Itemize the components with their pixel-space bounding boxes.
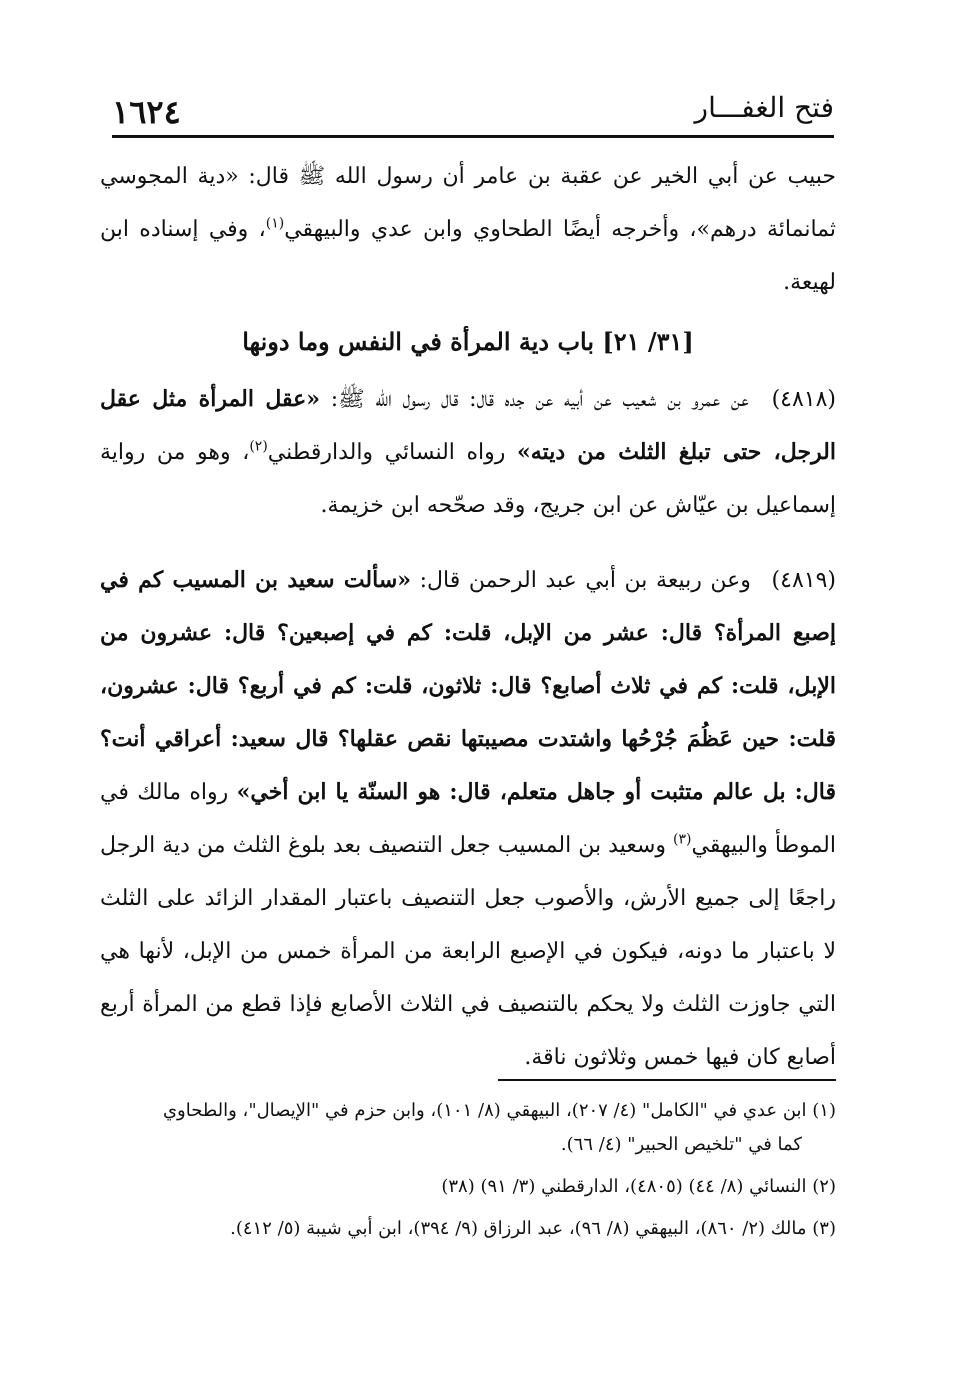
main-text [100,150,836,1084]
footnote-3: (٣) مالك (٢/ ٨٦٠)، البيهقي (٨/ ٩٦)، عبد الرزاق (٩/ ٣٩٤)، ابن أبي شيبة (٥/ ٤١٢). [230,1218,836,1239]
footnote-ref-1[interactable]: (١) [265,215,285,232]
footnote-2: (٢) النسائي (٨/ ٤٤) (٤٨٠٥)، الدارقطني (٣/ ٩١) (٣٨) [441,1176,836,1197]
paragraph-continuation [100,150,836,309]
hadith-commentary: وسعيد بن المسيب جعل التنصيف بعد بلوغ الثلث من دية الرجل راجعًا إلى جميع الأرش، والأصوب جعل التنصيف باعتبار المقدار الزائد على الثلث لا باعتبار ما دونه، فيكون في الإصبع الرابعة من المرأة خمس من الإبل، لأنها هي التي جاوزت الثلث ولا يحكم بالتنصيف في الثلاث الأصابع فإذا قطع من المرأة أربع أصابع كان فيها خمس وثلاثون ناقة. [100,833,836,1070]
book-title: فتح الغفـــار [694,91,834,124]
footnote-1-line-1: (١) ابن عدي في "الكامل" (٤/ ٢٠٧)، البيهقي (٨/ ١٠١)، وابن حزم في "الإيصال"، والطحاوي [162,1100,836,1121]
hadith-4818 [100,373,836,532]
section-heading: [٣١/ ٢١] باب دية المرأة في النفس وما دونها [242,327,694,356]
footnote-ref-2[interactable]: (٢) [249,438,268,455]
footnote-1-line-2: كما في "تلخيص الحبير" (٤/ ٦٦). [560,1134,802,1155]
paragraph-spacer [100,532,836,554]
footnote-separator [498,1079,836,1081]
hadith-source: رواه مالك في الموطأ والبيهقي [100,780,836,858]
paragraph-text: حبيب عن أبي الخير عن عقبة بن عامر أن رسول الله ﷺ قال: «دية المجوسي ثمانمائة درهم»، وأخرجه أيضًا الطحاوي وابن عدي والبيهقي [100,164,836,242]
footnote-ref-3[interactable]: (٣) [673,831,692,848]
paragraph-text-end: ، وفي إسناده ابن لهيعة. [100,217,836,295]
hadith-intro: وعن ربيعة بن أبي عبد الرحمن قال: [411,568,751,593]
header-rule [112,135,834,138]
hadith-number: (٤٨١٩) [771,568,836,593]
running-head [112,88,834,134]
hadith-intro: عن عمرو بن شعيب عن أبيه عن جده قال: قال رسول الله ﷺ: [330,387,749,412]
hadith-commentary: ، وهو من رواية إسماعيل بن عيّاش عن ابن جريج، وقد صحّحه ابن خزيمة. [100,440,836,518]
hadith-quote: «عقل المرأة مثل عقل الرجل، حتى تبلغ الثلث من ديته» [100,386,836,465]
hadith-source: رواه النسائي والدارقطني [267,440,518,465]
footnote-1 [100,1094,836,1162]
page-number: ١٦٢٤ [112,93,181,131]
hadith-4819 [100,554,836,1084]
hadith-quote: «سألت سعيد بن المسيب كم في إصبع المرأة؟ قال: عشر من الإبل، قلت: كم في إصبعين؟ قال: عشرون من الإبل، قلت: كم في ثلاث أصابع؟ قال: ثلاثون، قلت: كم في أربع؟ قال: عشرون، قلت: حين عَظُمَ جُرْحُها واشتدت مصيبتها نقص عقلها؟ قال سعيد: أعراقي أنت؟ قال: بل عالم متثبت أو جاهل متعلم، قال: هو السنّة يا ابن أخي» [100,567,837,805]
hadith-number: (٤٨١٨) [771,387,837,412]
footnotes [100,1094,836,1254]
